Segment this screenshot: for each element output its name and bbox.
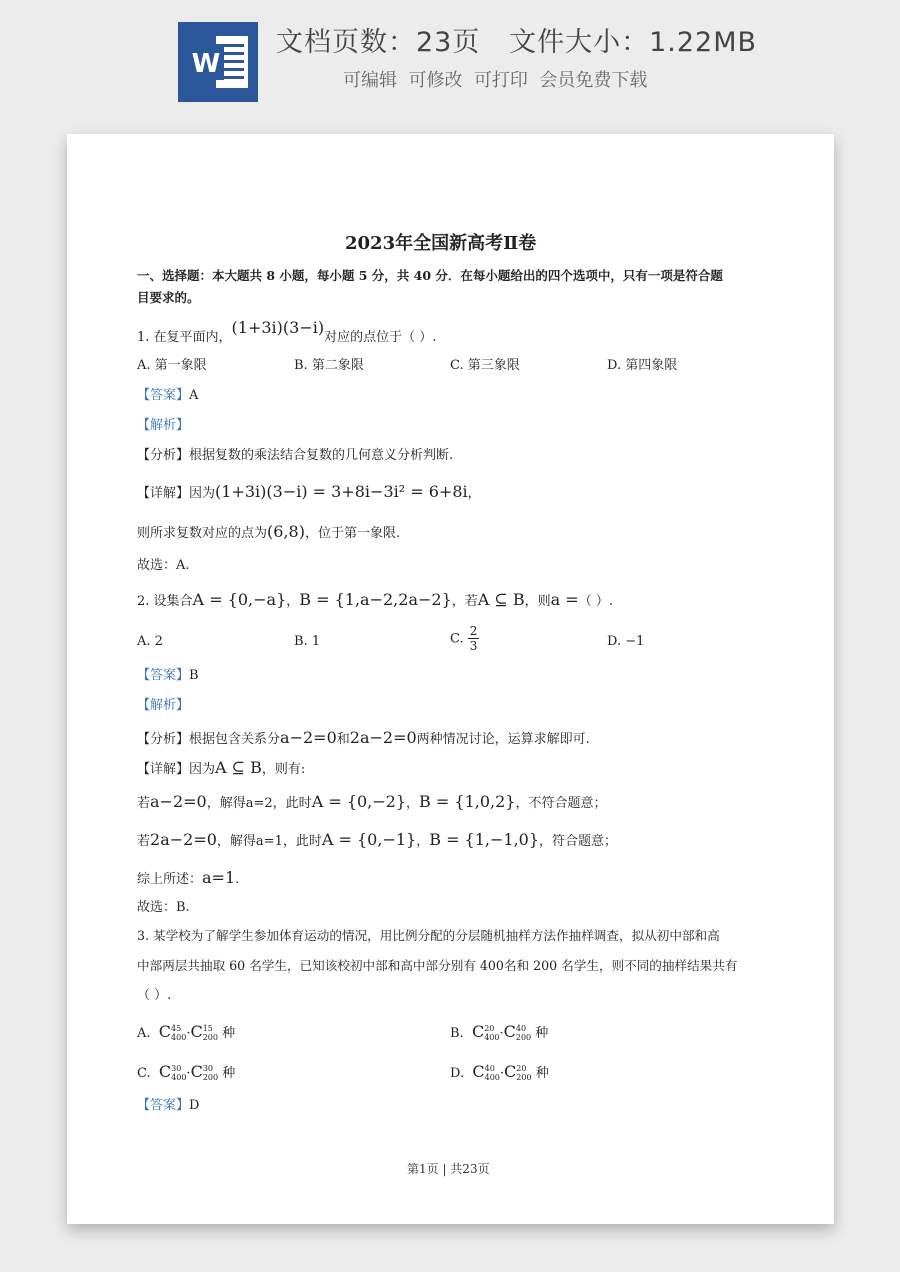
page-footer: 第1页 | 共23页	[407, 1162, 490, 1176]
q3-stem-line2: 中部两层共抽取 60 名学生，已知该校初中部和高中部分别有 400名和 200 名学生，则不同的抽样结果共有	[137, 958, 738, 973]
document-page	[67, 134, 834, 1224]
q1-option-b: B. 第二象限	[294, 358, 364, 373]
q1-detail: 【详解】因为(1+3i)(3−i) = 3+8i−3i² = 6+8i，	[137, 482, 481, 501]
section-heading-line2: 目要求的。	[137, 290, 200, 305]
q2-option-d: D. −1	[607, 634, 645, 649]
q1-option-d: D. 第四象限	[607, 358, 678, 373]
q3-option-a: A. C 45 400 ·C 15 200 种	[137, 1022, 236, 1042]
word-document-icon	[178, 22, 258, 102]
q2-option-a: A. 2	[137, 634, 163, 649]
q3-answer: 【答案】D	[137, 1098, 200, 1113]
q2-conclusion: 故选：B.	[137, 900, 190, 915]
q3-option-d: D. C 40 400 ·C 20 200 种	[450, 1062, 549, 1082]
svg-text:W: W	[191, 49, 221, 79]
q1-option-a: A. 第一象限	[137, 358, 207, 373]
section-heading-line1: 一、选择题：本大题共 8 小题，每小题 5 分，共 40 分．在每小题给出的四个选项中，只有一项是符合题	[137, 268, 723, 283]
q2-summary: 综上所述：a=1.	[137, 868, 240, 887]
q1-answer: 【答案】A	[137, 388, 199, 403]
q2-stem: 2. 设集合A = {0,−a}，B = {1,a−2,2a−2}，若A ⊆ B，则a =（ ）.	[137, 590, 613, 609]
fraction: $\frac{2}{3}$	[469, 624, 478, 654]
q1-detail-line2: 则所求复数对应的点为(6,8)，位于第一象限.	[137, 522, 401, 541]
q3-stem-line3: （ ）.	[137, 988, 172, 1003]
banner-subtitle: 可编辑 可修改 可打印 会员免费下载	[343, 70, 648, 91]
q2-option-c: C. $\frac{2}{3}$	[450, 624, 478, 654]
document-title: 2023年全国新高考Ⅱ卷	[345, 233, 537, 254]
q2-answer: 【答案】B	[137, 668, 199, 683]
q1-fenxi: 【分析】根据复数的乘法结合复数的几何意义分析判断.	[137, 448, 454, 463]
q2-option-b: B. 1	[294, 634, 321, 649]
q2-case1: 若a−2=0，解得a=2，此时A = {0,−2}，B = {1,0,2}，不符合题意；	[137, 792, 607, 811]
q2-analysis-tag: 【解析】	[137, 698, 190, 713]
banner	[0, 0, 900, 112]
q2-case2: 若2a−2=0，解得a=1，此时A = {0,−1}，B = {1,−1,0}，符合题意；	[137, 830, 618, 849]
q1-option-c: C. 第三象限	[450, 358, 520, 373]
banner-title: 文档页数：23页 文件大小：1.22MB	[276, 27, 758, 58]
q3-option-b: B. C 20 400 ·C 40 200 种	[450, 1022, 549, 1042]
q3-option-c: C. C 30 400 ·C 30 200 种	[137, 1062, 236, 1082]
q1-analysis-tag: 【解析】	[137, 418, 190, 433]
q2-detail: 【详解】因为A ⊆ B，则有:	[137, 758, 306, 777]
q2-fenxi: 【分析】根据包含关系分a−2=0和2a−2=0两种情况讨论，运算求解即可.	[137, 728, 590, 747]
q1-stem: 1. 在复平面内，(1+3i)(3−i)对应的点位于（ ）.	[137, 318, 437, 345]
q1-conclusion: 故选：A.	[137, 558, 190, 573]
q3-stem-line1: 3. 某学校为了解学生参加体育运动的情况，用比例分配的分层随机抽样方法作抽样调查，拟从初中部和高	[137, 928, 720, 943]
